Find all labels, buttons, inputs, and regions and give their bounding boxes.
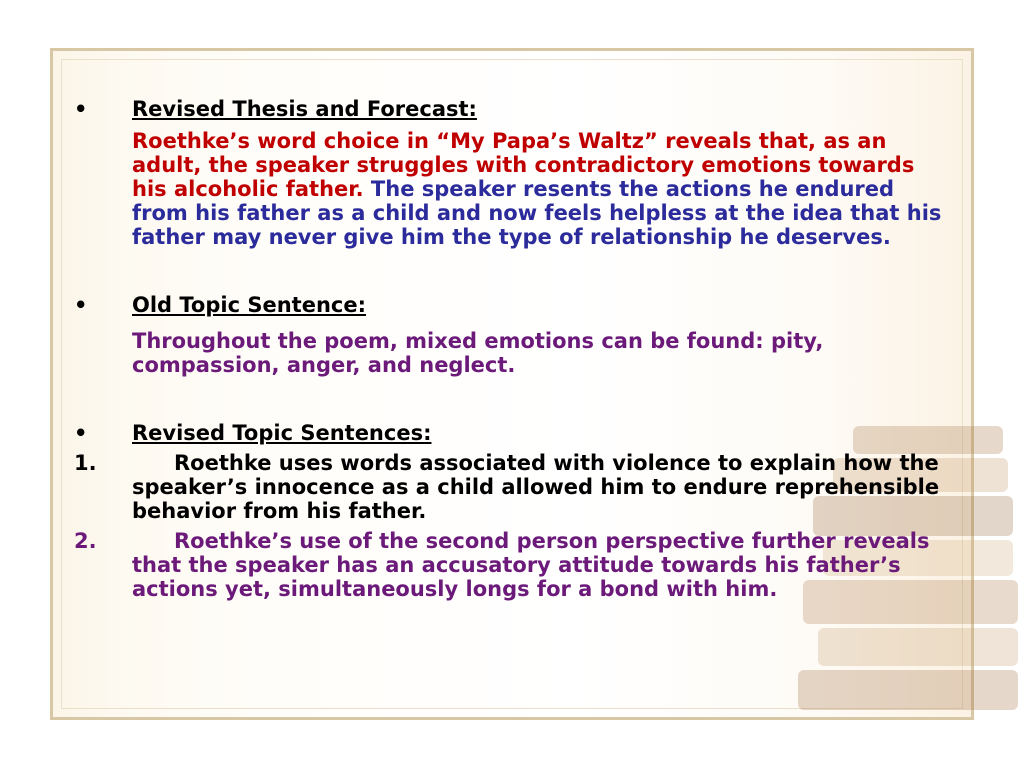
thesis-red-text: Roethke’s word choice in “My Papa’s Waltz” reveals that, as an adult, the speaker struggles with contradictory emotions towards his alcoholic father.	[132, 129, 915, 201]
item-text: Roethke’s use of the second person perspective further reveals that the speaker has an accusatory attitude towards his father’s actions yet, simultaneously longs for a bond with him.	[132, 529, 930, 601]
bullet: •	[74, 97, 88, 121]
item-number: 1.	[74, 451, 97, 475]
old-topic-section	[74, 293, 954, 377]
numbered-item-2	[74, 529, 954, 601]
revised-topics-heading: Revised Topic Sentences:	[132, 421, 432, 445]
numbered-item-1	[74, 451, 954, 523]
thesis-body	[132, 129, 954, 249]
thesis-heading: Revised Thesis and Forecast:	[132, 97, 477, 121]
slide-content	[74, 97, 954, 601]
revised-topics-section	[74, 421, 954, 445]
bullet: •	[74, 421, 88, 445]
old-topic-heading: Old Topic Sentence:	[132, 293, 366, 317]
thesis-section	[74, 97, 954, 249]
item-text: Roethke uses words associated with violence to explain how the speaker’s innocence as a child allowed him to endure reprehensible behavior from his father.	[132, 451, 940, 523]
thesis-blue-text: The speaker resents the actions he endured from his father as a child and now feels helpless at the idea that his father may never give him the type of relationship he deserves.	[132, 177, 942, 249]
bullet: •	[74, 293, 88, 317]
old-topic-body: Throughout the poem, mixed emotions can be found: pity, compassion, anger, and neglect.	[132, 329, 824, 377]
item-number: 2.	[74, 529, 97, 553]
